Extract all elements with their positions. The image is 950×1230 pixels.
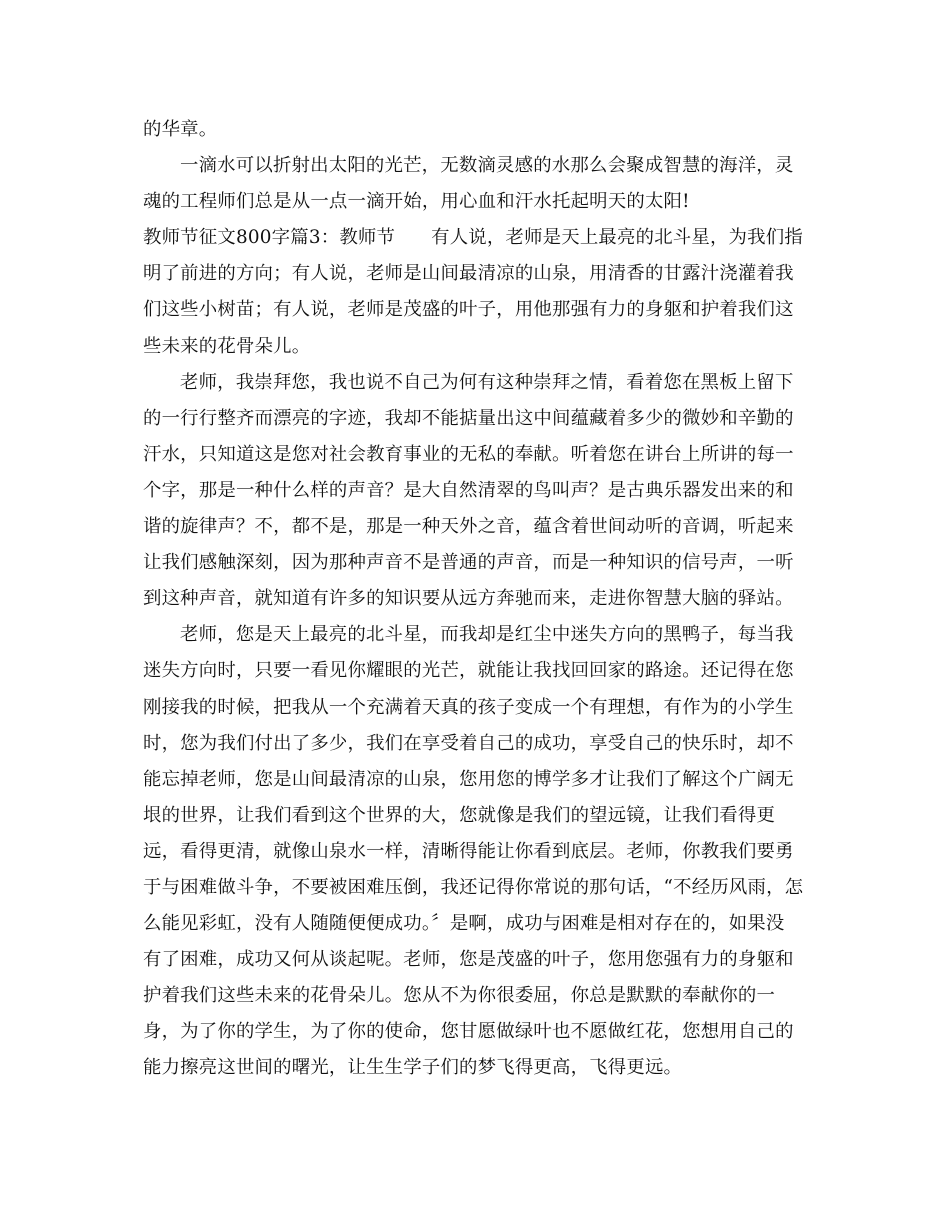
text-line: 垠的世界，让我们看到这个世界的大，您就像是我们的望远镜，让我们看得更 [143, 804, 776, 826]
text-line: 老师，我崇拜您，我也说不自己为何有这种崇拜之情，看着您在黑板上留下 [180, 371, 794, 393]
text-line: 身，为了你的学生，为了你的使命，您甘愿做绿叶也不愿做红花，您想用自己的 [143, 1021, 794, 1043]
text-line: 些未来的花骨朵儿。 [143, 335, 311, 357]
text-line: 的华章。 [143, 119, 218, 140]
text-line-tail: 有人说，老师是天上最亮的北斗星，为我们指 [431, 227, 803, 249]
text-line: 时，您为我们付出了多少，我们在享受着自己的成功，享受自己的快乐时，却不 [143, 732, 794, 754]
body-text [143, 112, 807, 1087]
text-line: 于与困难做斗争，不要被困难压倒，我还记得你常说的那句话，“不经历风雨，怎 [143, 876, 804, 898]
text-line: 让我们感触深刻，因为那种声音不是普通的声音，而是一种知识的信号声，一听 [143, 552, 794, 574]
text-line: 到这种声音，就知道有许多的知识要从远方奔驰而来，走进你智慧大脑的驿站。 [143, 588, 794, 610]
text-line: 个字，那是一种什么样的声音？是大自然清翠的鸟叫声？是古典乐器发出来的和 [143, 479, 794, 501]
text-line: 迷失方向时，只要一看见你耀眼的光芒，就能让我找回回家的路途。还记得在您 [143, 660, 794, 682]
text-line: 能力擦亮这世间的曙光，让生生学子们的梦飞得更高，飞得更远。 [143, 1057, 683, 1079]
text-line: 魂的工程师们总是从一点一滴开始，用心血和汗水托起明天的太阳! [143, 191, 690, 213]
text-line: 刚接我的时候，把我从一个充满着天真的孩子变成一个有理想，有作为的小学生 [143, 696, 794, 718]
text-line: 明了前进的方向；有人说，老师是山间最清凉的山泉，用清香的甘露汁浇灌着我 [143, 263, 794, 285]
text-line: 的一行行整齐而漂亮的字迹，我却不能掂量出这中间蕴藏着多少的微妙和辛勤的 [143, 407, 794, 429]
text-line: 谐的旋律声？不，都不是，那是一种天外之音，蕴含着世间动听的音调，听起来 [143, 516, 794, 538]
text-line: 有了困难，成功又何从谈起呢。老师，您是茂盛的叶子，您用您强有力的身躯和 [143, 949, 794, 971]
text-line: 一滴水可以折射出太阳的光芒，无数滴灵感的水那么会聚成智慧的海洋，灵 [180, 155, 794, 177]
section-heading-line [143, 220, 807, 256]
text-line: 们这些小树苗；有人说，老师是茂盛的叶子，用他那强有力的身躯和护着我们这 [143, 299, 794, 321]
section-heading: 教师节征文800字篇3：教师节 [143, 227, 396, 249]
text-line: 老师，您是天上最亮的北斗星，而我却是红尘中迷失方向的黑鸭子，每当我 [180, 624, 794, 646]
text-line: 远，看得更清，就像山泉水一样，清晰得能让你看到底层。老师，你教我们要勇 [143, 840, 794, 862]
text-line: 护着我们这些未来的花骨朵儿。您从不为你很委屈，你总是默默的奉献你的一 [143, 985, 776, 1007]
text-line: 能忘掉老师，您是山间最清凉的山泉，您用您的博学多才让我们了解这个广阔无 [143, 768, 794, 790]
text-line: 汗水，只知道这是您对社会教育事业的无私的奉献。听着您在讲台上所讲的每一 [143, 443, 794, 465]
text-line: 么能见彩虹，没有人随随便便成功。〞是啊，成功与困难是相对存在的，如果没 [143, 913, 785, 935]
